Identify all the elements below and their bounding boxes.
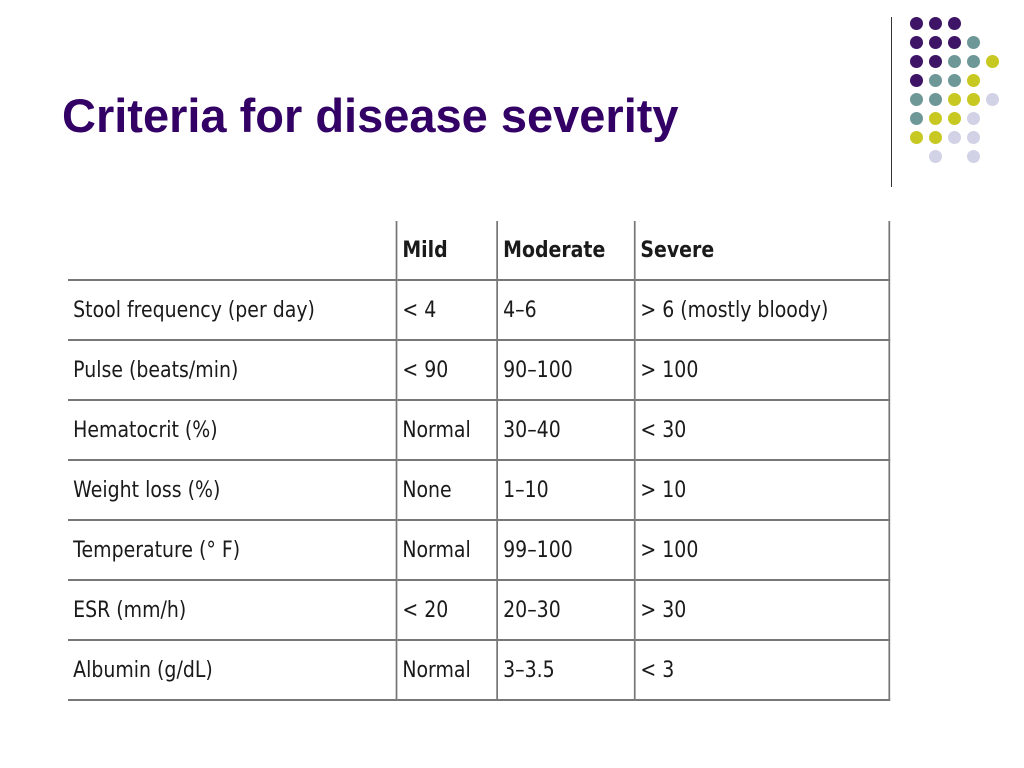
decor-dot: [948, 74, 961, 87]
severe-cell: < 30: [634, 400, 889, 460]
decor-dot: [967, 36, 980, 49]
decor-dot: [948, 112, 961, 125]
table-row: [68, 460, 889, 520]
moderate-cell: 1–10: [497, 460, 634, 520]
criterion-cell: Weight loss (%): [68, 460, 396, 520]
moderate-cell: 99–100: [497, 520, 634, 580]
table-row: [68, 400, 889, 460]
severe-cell: > 100: [634, 340, 889, 400]
mild-cell: < 20: [396, 580, 497, 640]
decor-dot: [948, 17, 961, 30]
decor-dot: [967, 74, 980, 87]
decor-dot: [929, 36, 942, 49]
decor-dot: [986, 93, 999, 106]
severe-cell: > 10: [634, 460, 889, 520]
decor-dot: [910, 112, 923, 125]
table-row: [68, 520, 889, 580]
decor-dot: [929, 112, 942, 125]
decor-dot: [929, 74, 942, 87]
severity-criteria-table: [68, 221, 890, 701]
moderate-cell: 4–6: [497, 280, 634, 340]
header-cell-mild: Mild: [396, 221, 497, 280]
table-header-row: [68, 221, 889, 280]
decor-dot: [929, 17, 942, 30]
decor-dot: [967, 93, 980, 106]
decor-dot: [967, 150, 980, 163]
mild-cell: Normal: [396, 400, 497, 460]
table-row: [68, 340, 889, 400]
decor-dot: [948, 131, 961, 144]
decor-dot: [910, 74, 923, 87]
mild-cell: Normal: [396, 640, 497, 700]
decor-dot: [929, 150, 942, 163]
moderate-cell: 30–40: [497, 400, 634, 460]
decor-dot: [910, 17, 923, 30]
criterion-cell: ESR (mm/h): [68, 580, 396, 640]
moderate-cell: 20–30: [497, 580, 634, 640]
decor-dot: [948, 55, 961, 68]
decor-dot: [910, 36, 923, 49]
decor-dot: [986, 55, 999, 68]
criterion-cell: Temperature (° F): [68, 520, 396, 580]
severe-cell: > 30: [634, 580, 889, 640]
decorative-dot-grid: [908, 15, 1008, 165]
severe-cell: > 100: [634, 520, 889, 580]
mild-cell: < 90: [396, 340, 497, 400]
header-cell-severe: Severe: [634, 221, 889, 280]
criteria-table-container: [68, 221, 1024, 701]
mild-cell: < 4: [396, 280, 497, 340]
decor-dot: [929, 93, 942, 106]
decor-dot: [967, 55, 980, 68]
decor-dot: [910, 131, 923, 144]
mild-cell: Normal: [396, 520, 497, 580]
decor-dot: [948, 93, 961, 106]
header-cell-criterion: [68, 221, 396, 280]
slide-title: Criteria for disease severity: [62, 89, 679, 142]
header-cell-moderate: Moderate: [497, 221, 634, 280]
decor-dot: [948, 36, 961, 49]
table-row: [68, 640, 889, 700]
severe-cell: > 6 (mostly bloody): [634, 280, 889, 340]
decor-dot: [929, 55, 942, 68]
table-row: [68, 580, 889, 640]
decor-dot: [929, 131, 942, 144]
criterion-cell: Albumin (g/dL): [68, 640, 396, 700]
moderate-cell: 3–3.5: [497, 640, 634, 700]
title-divider-line: [891, 17, 892, 187]
decor-dot: [910, 55, 923, 68]
decor-dot: [967, 112, 980, 125]
table-row: [68, 280, 889, 340]
severe-cell: < 3: [634, 640, 889, 700]
moderate-cell: 90–100: [497, 340, 634, 400]
decor-dot: [967, 131, 980, 144]
criterion-cell: Hematocrit (%): [68, 400, 396, 460]
criterion-cell: Stool frequency (per day): [68, 280, 396, 340]
decor-dot: [910, 93, 923, 106]
criterion-cell: Pulse (beats/min): [68, 340, 396, 400]
mild-cell: None: [396, 460, 497, 520]
